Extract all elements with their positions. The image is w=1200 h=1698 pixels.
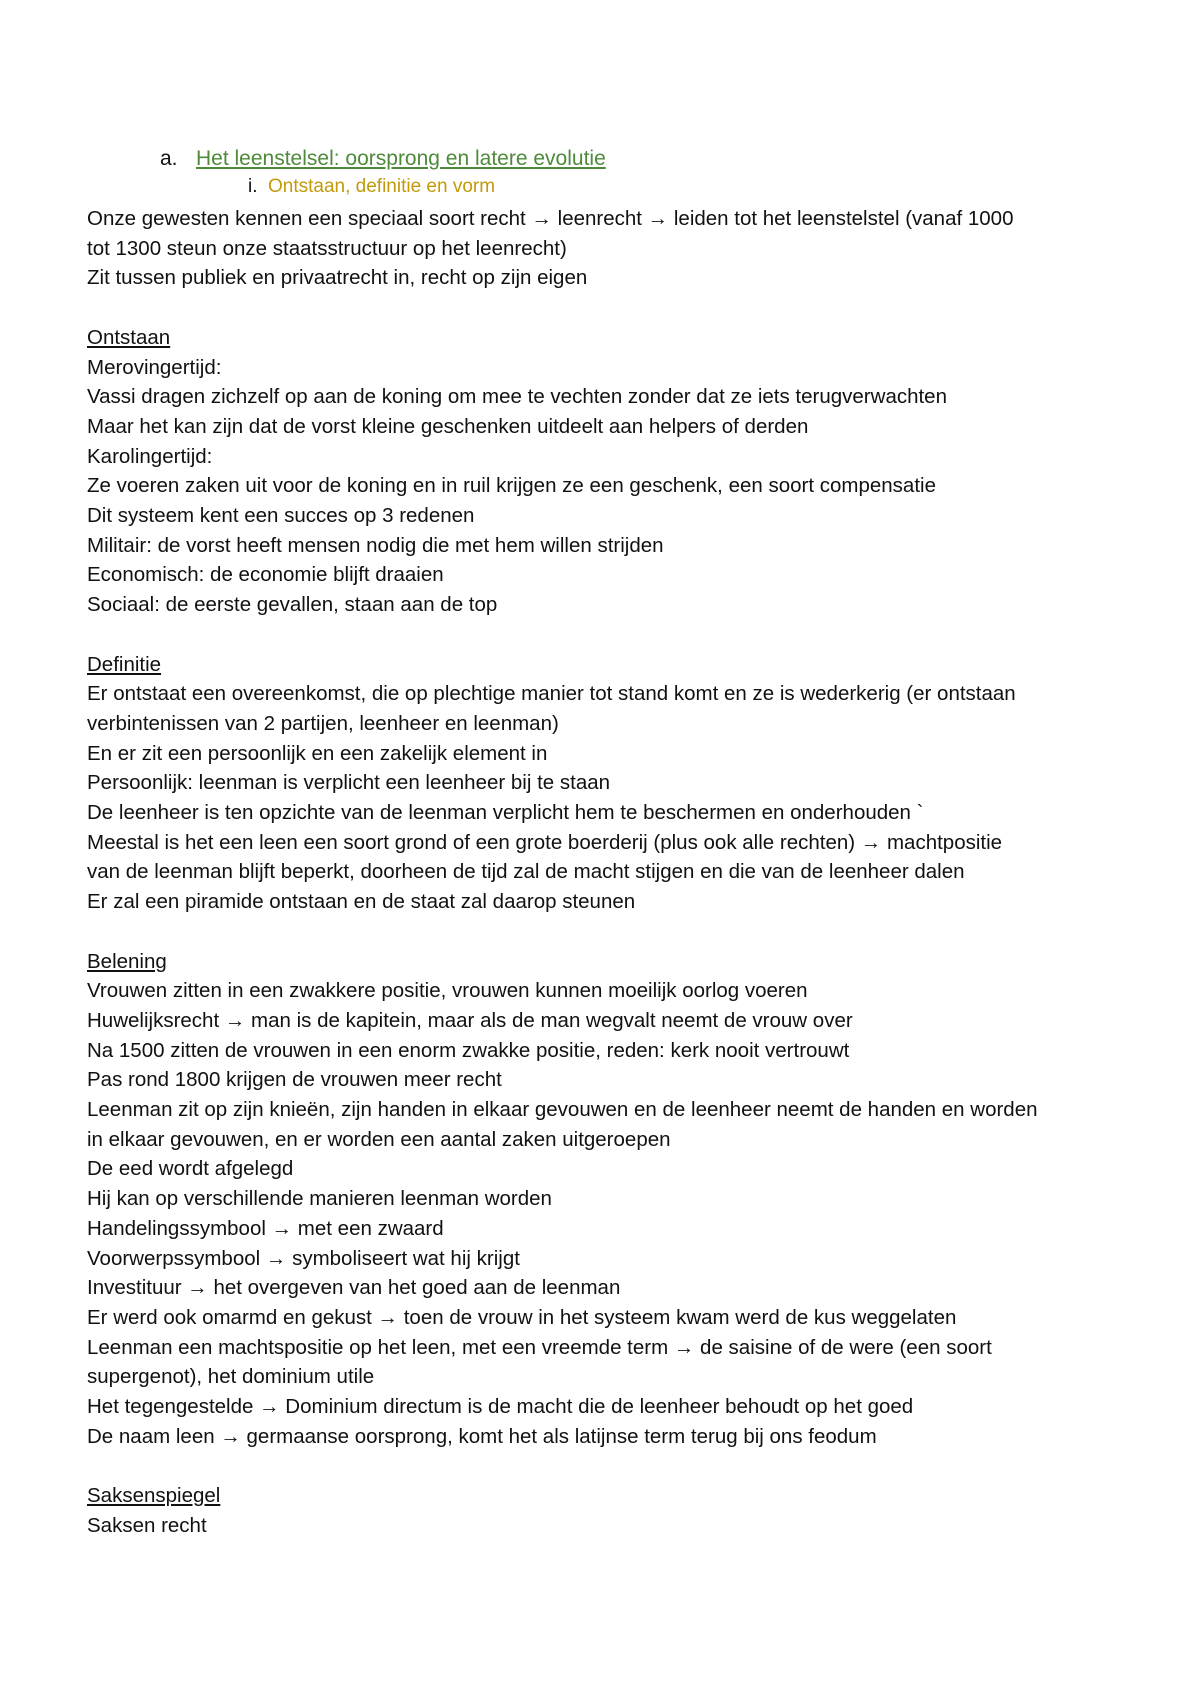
section-line: Leenman een machtspositie op het leen, met een vreemde term → de saisine of de were (een soort	[87, 1335, 992, 1359]
section-line: Vassi dragen zichzelf op aan de koning om mee te vechten zonder dat ze iets terugverwachten	[87, 385, 947, 409]
heading-level-i	[248, 174, 495, 200]
section-line: Karolingertijd:	[87, 444, 213, 468]
section-line: van de leenman blijft beperkt, doorheen de tijd zal de macht stijgen en die van de leenheer dalen	[87, 860, 965, 884]
heading-a-title: Het leenstelsel: oorsprong en latere evolutie	[196, 147, 606, 170]
paragraph-spacer	[87, 917, 1127, 947]
section-line: Dit systeem kent een succes op 3 redenen	[87, 504, 475, 528]
paragraph-spacer	[87, 293, 1127, 323]
section-line: Huwelijksrecht → man is de kapitein, maar als de man wegvalt neemt de vrouw over	[87, 1008, 853, 1032]
paragraph-spacer	[87, 1451, 1127, 1481]
section-line: Ze voeren zaken uit voor de koning en in ruil krijgen ze een geschenk, een soort compensatie	[87, 474, 936, 498]
heading-i-title: Ontstaan, definitie en vorm	[268, 176, 496, 197]
section-line: Pas rond 1800 krijgen de vrouwen meer recht	[87, 1068, 502, 1092]
section-title-saksenspiegel: Saksenspiegel	[87, 1484, 221, 1508]
section-line: Voorwerpssymbool → symboliseert wat hij krijgt	[87, 1246, 520, 1270]
section-line: Saksen recht	[87, 1513, 207, 1537]
section-line: De eed wordt afgelegd	[87, 1157, 294, 1181]
section-line: Leenman zit op zijn knieën, zijn handen in elkaar gevouwen en de leenheer neemt de handen en worden	[87, 1098, 1038, 1122]
section-title-belening: Belening	[87, 949, 167, 973]
section-line: Het tegengestelde → Dominium directum is de macht die de leenheer behoudt op het goed	[87, 1395, 914, 1419]
section-line: Meestal is het een leen een soort grond of een grote boerderij (plus ook alle rechten) → machtpositie	[87, 830, 1003, 854]
section-line: Investituur → het overgeven van het goed aan de leenman	[87, 1276, 621, 1300]
paragraph-spacer	[87, 620, 1127, 650]
section-line: Er ontstaat een overeenkomst, die op plechtige manier tot stand komt en ze is wederkerig (er ontstaan	[87, 682, 1016, 706]
section-line: verbintenissen van 2 partijen, leenheer en leenman)	[87, 711, 559, 735]
intro-line: Onze gewesten kennen een speciaal soort recht → leenrecht → leiden tot het leenstelstel (vanaf 1000	[87, 207, 1014, 230]
section-line: in elkaar gevouwen, en er worden een aantal zaken uitgeroepen	[87, 1127, 671, 1151]
section-title-definitie: Definitie	[87, 652, 162, 676]
section-line: De naam leen → germaanse oorsprong, komt het als latijnse term terug bij ons feodum	[87, 1424, 877, 1448]
list-marker-i: i.	[248, 176, 258, 197]
heading-level-a	[160, 145, 606, 173]
intro-line: tot 1300 steun onze staatsstructuur op het leenrecht)	[87, 236, 567, 260]
section-line: Militair: de vorst heeft mensen nodig die met hem willen strijden	[87, 533, 664, 557]
section-line: Hij kan op verschillende manieren leenman worden	[87, 1187, 552, 1211]
section-line: Er zal een piramide ontstaan en de staat zal daarop steunen	[87, 890, 636, 914]
section-line: Handelingssymbool → met een zwaard	[87, 1216, 444, 1240]
intro-line: Zit tussen publiek en privaatrecht in, recht op zijn eigen	[87, 266, 588, 290]
section-line: supergenot), het dominium utile	[87, 1365, 375, 1389]
section-line: Maar het kan zijn dat de vorst kleine geschenken uitdeelt aan helpers of derden	[87, 414, 809, 438]
list-marker-a: a.	[160, 147, 178, 170]
section-line: Sociaal: de eerste gevallen, staan aan de top	[87, 593, 498, 617]
section-line: Economisch: de economie blijft draaien	[87, 563, 444, 587]
section-line: Merovingertijd:	[87, 355, 222, 379]
section-line: Persoonlijk: leenman is verplicht een leenheer bij te staan	[87, 771, 611, 795]
document-body	[87, 204, 1127, 1541]
section-line: En er zit een persoonlijk en een zakelijk element in	[87, 741, 548, 765]
section-line: De leenheer is ten opzichte van de leenman verplicht hem te beschermen en onderhouden `	[87, 801, 924, 825]
section-line: Er werd ook omarmd en gekust → toen de vrouw in het systeem kwam werd de kus weggelaten	[87, 1305, 957, 1329]
section-line: Vrouwen zitten in een zwakkere positie, vrouwen kunnen moeilijk oorlog voeren	[87, 979, 808, 1003]
section-line: Na 1500 zitten de vrouwen in een enorm zwakke positie, reden: kerk nooit vertrouwt	[87, 1038, 850, 1062]
section-title-ontstaan: Ontstaan	[87, 325, 171, 349]
